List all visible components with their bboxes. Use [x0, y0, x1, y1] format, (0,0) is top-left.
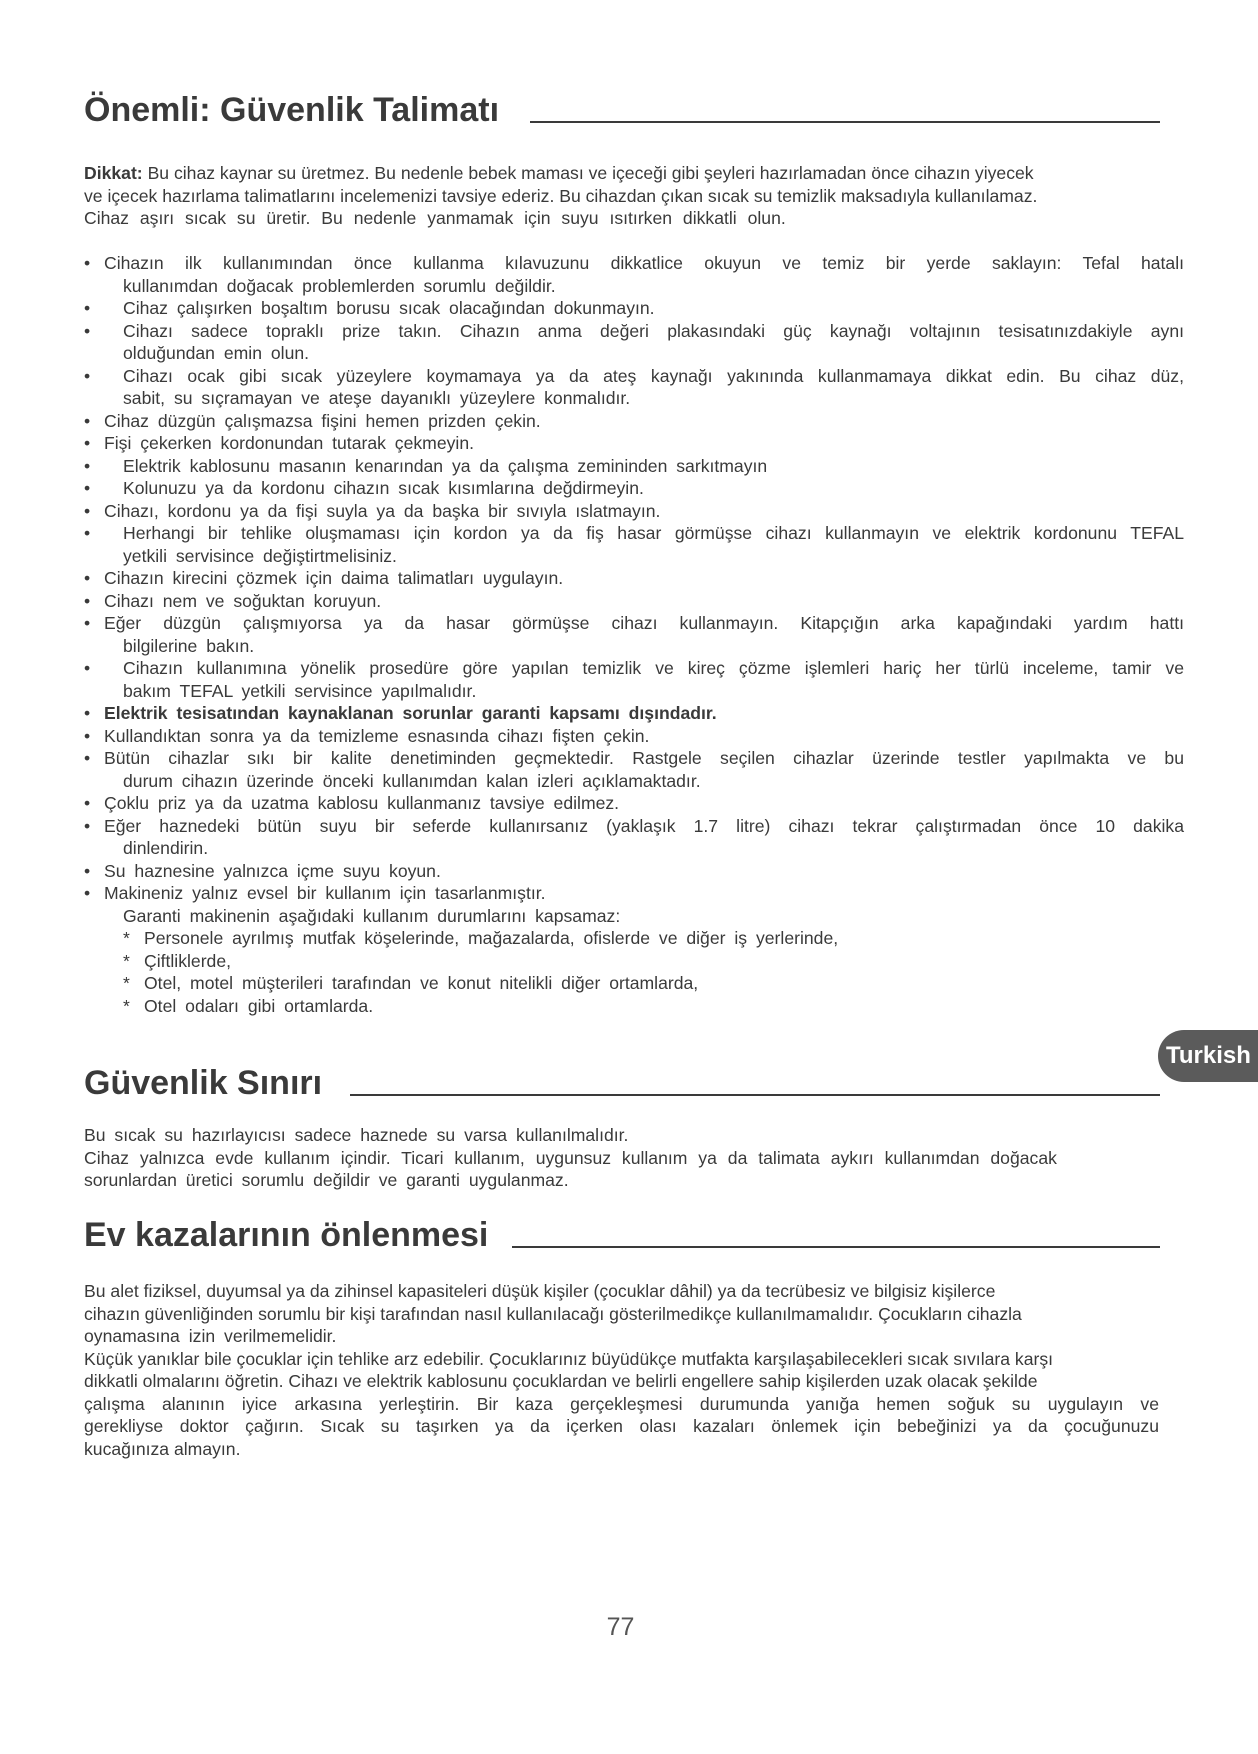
asterisk-marker: *	[123, 928, 130, 948]
heading-underline	[512, 1246, 1160, 1248]
bullet-marker: •	[84, 613, 91, 633]
bullet-marker: •	[84, 298, 91, 318]
safety-bullet-item	[84, 320, 1184, 365]
safety-bullet-item	[84, 522, 1184, 567]
prevention-line: gerekliyse doktor çağırın. Sıcak su taşırken ya da içerken olası kazaları önlemek için bebeğinizi ya da çocuğunuzu	[84, 1416, 1159, 1436]
bullet-text: Eğer haznedeki bütün suyu bir seferde kullanırsanız (yaklaşık 1.7 litre) cihazı tekrar çalıştırmadan önce 10 dakika	[104, 815, 1184, 836]
bullet-marker: •	[84, 860, 91, 881]
bullet-text: Cihaz düzgün çalışmazsa fişini hemen prizden çekin.	[104, 410, 541, 431]
prevention-line: Küçük yanıklar bile çocuklar için tehlike arz edebilir. Çocuklarınız büyüdükçe mutfakta karşılaşabilecekleri sıcak sıvılara karşı	[84, 1348, 1054, 1369]
bullet-text: Çoklu priz ya da uzatma kablosu kullanmanız tavsiye edilmez.	[104, 793, 620, 813]
prevention-line: cihazın güvenliğinden sorumlu bir kişi tarafından nasıl kullanılacağı gösterilmedikçe kullanılmamalıdır. Çocukların cihazla	[84, 1303, 1022, 1324]
bullet-text-continued: kullanımdan doğacak problemlerden sorumlu değildir.	[123, 275, 556, 296]
bullet-marker: •	[84, 883, 91, 903]
bullet-text: Cihazın kirecini çözmek için daima talimatları uygulayın.	[104, 568, 564, 588]
safety-bullet-item	[84, 815, 1184, 860]
bullet-marker: •	[84, 500, 91, 521]
bullet-marker: •	[84, 365, 91, 386]
bullet-text: Fişi çekerken kordonundan tutarak çekmeyin.	[104, 433, 475, 453]
bullet-marker: •	[84, 410, 91, 431]
safety-bullet-item	[84, 860, 1184, 883]
bullet-marker: •	[84, 590, 91, 611]
heading-underline	[530, 121, 1160, 123]
bullet-text-continued: sabit, su sıçramayan ve ateşe dayanıklı yüzeylere konmalıdır.	[123, 388, 631, 408]
exclusion-text: Personele ayrılmış mutfak köşelerinde, mağazalarda, ofislerde ve diğer iş yerlerinde,	[144, 928, 839, 948]
bullet-text: Cihazı sadece topraklı prize takın. Cihazın anma değeri plakasındaki güç kaynağı voltajının tesisatınızdakiyle aynı	[123, 320, 1184, 341]
safety-bullet-item	[84, 500, 1184, 523]
bullet-marker: •	[84, 658, 91, 678]
intro-line-1: Dikkat: Bu cihaz kaynar su üretmez. Bu nedenle bebek maması ve içeceği gibi şeyleri hazırlamadan önce cihazın yiyecek	[84, 163, 1034, 183]
safety-bullet-item	[84, 567, 1184, 590]
bullet-text: Herhangi bir tehlike oluşmaması için kordon ya da fiş hasar görmüşse cihazı kullanmayın ve elektrik kordonunu TEFAL	[123, 523, 1184, 543]
bullet-marker: •	[84, 478, 91, 498]
intro-paragraph	[84, 162, 1159, 230]
bullet-marker: •	[84, 568, 91, 588]
bullet-marker: •	[84, 253, 91, 273]
bullet-text-continued: bilgilerine bakın.	[123, 635, 255, 656]
safety-bullet-item	[84, 747, 1184, 792]
bullet-text: Makineniz yalnız evsel bir kullanım için tasarlanmıştır.	[104, 883, 546, 903]
asterisk-marker: *	[123, 973, 130, 993]
bullet-text: Kolunuzu ya da kordonu cihazın sıcak kısımlarına değdirmeyin.	[123, 478, 644, 498]
safety-bullet-item	[84, 477, 1184, 500]
bullet-text: Eğer düzgün çalışmıyorsa ya da hasar görmüşse cihazı kullanmayın. Kitapçığın arka kapağındaki yardım hattı	[104, 613, 1184, 633]
exclusion-item	[123, 972, 1184, 995]
bullet-text: Kullandıktan sonra ya da temizleme esnasında cihazı fişten çekin.	[104, 725, 650, 746]
bullet-marker: •	[84, 725, 91, 746]
prevention-line: çalışma alanının iyice arkasına yerleştirin. Bir kaza gerçekleşmesi durumunda yanığa hemen soğuk su uygulayın ve	[84, 1393, 1159, 1414]
exclusion-item	[123, 995, 1184, 1018]
safety-bullet-item	[84, 455, 1184, 478]
safety-bullet-item	[84, 252, 1184, 297]
bullet-text-continued: bakım TEFAL yetkili servisince yapılmalıdır.	[123, 680, 477, 701]
safety-limit-paragraph	[84, 1124, 1159, 1192]
bullet-text: Cihazı nem ve soğuktan koruyun.	[104, 590, 382, 611]
safety-bullet-item	[84, 725, 1184, 748]
bullet-text-continued: durum cihazın üzerinde önceki kullanımdan kalan izleri açıklamaktadır.	[123, 770, 701, 791]
safety-bullet-item	[84, 365, 1184, 410]
exclusion-item	[123, 927, 1184, 950]
safety-bullet-item	[84, 590, 1184, 613]
bullet-text: Elektrik tesisatından kaynaklanan sorunlar garanti kapsamı dışındadır.	[104, 703, 717, 723]
page-number: 77	[606, 1613, 635, 1641]
asterisk-marker: *	[123, 995, 130, 1016]
bullet-text: Cihazı ocak gibi sıcak yüzeylere koymamaya ya da ateş kaynağı yakınında kullanmamaya dikkat edin. Bu cihaz düz,	[123, 365, 1184, 386]
bullet-marker: •	[84, 703, 91, 723]
safety-bullet-item	[84, 410, 1184, 433]
bullet-text: Su haznesine yalnızca içme suyu koyun.	[104, 860, 441, 881]
bullet-text: Cihazın kullanımına yönelik prosedüre göre yapılan temizlik ve kireç çözme işlemleri hariç her türlü inceleme, tamir ve	[123, 658, 1184, 678]
bullet-marker: •	[84, 455, 91, 476]
bullet-text: Bütün cihazlar sıkı bir kalite denetiminden geçmektedir. Rastgele seçilen cihazlar üzerinde testler yapılmakta ve bu	[104, 748, 1184, 768]
exclusion-text: Çiftliklerde,	[144, 950, 232, 971]
bullet-text: Cihazın ilk kullanımından önce kullanma kılavuzunu dikkatlice okuyun ve temiz bir yerde saklayın: Tefal hatalı	[104, 253, 1184, 273]
prevention-line: oynamasına izin verilmemelidir.	[84, 1326, 337, 1346]
prevention-line: kucağınıza almayın.	[84, 1438, 241, 1459]
section-title-safety-limit: Güvenlik Sınırı	[84, 1064, 323, 1102]
language-tab: Turkish	[1158, 1030, 1258, 1082]
bullet-marker: •	[84, 433, 91, 453]
asterisk-marker: *	[123, 950, 130, 971]
bullet-text-continued: yetkili servisince değiştirtmelisiniz.	[123, 545, 397, 566]
safety-bullet-list	[84, 252, 1184, 1017]
safety-bullet-item	[84, 612, 1184, 657]
safety-bullet-item	[84, 792, 1184, 815]
bullet-text: Cihaz çalışırken boşaltım borusu sıcak olacağından dokunmayın.	[123, 298, 655, 318]
intro-line-2: ve içecek hazırlama talimatlarını incelemenizi tavsiye ederiz. Bu cihazdan çıkan sıcak su temizlik maksadıyla kullanılamaz.	[84, 185, 1038, 206]
garanti-exclusion-list	[84, 927, 1184, 1017]
bullet-marker: •	[84, 793, 91, 813]
bullet-marker: •	[84, 523, 91, 543]
exclusion-text: Otel, motel müşterileri tarafından ve konut nitelikli diğer ortamlarda,	[144, 973, 699, 993]
accident-prevention-paragraph	[84, 1280, 1159, 1460]
safety-bullet-item	[84, 702, 1184, 725]
prevention-line: Bu alet fiziksel, duyumsal ya da zihinsel kapasiteleri düşük kişiler (çocuklar dâhil) ya da tecrübesiz ve bilgisiz kişilerce	[84, 1281, 996, 1301]
bullet-text: Elektrik kablosunu masanın kenarından ya da çalışma zemininden sarkıtmayın	[123, 455, 768, 476]
section-title-accident-prevention: Ev kazalarının önlenmesi	[84, 1216, 489, 1254]
safety-limit-line-1: Bu sıcak su hazırlayıcısı sadece haznede su varsa kullanılmalıdır.	[84, 1125, 629, 1145]
safety-bullet-item	[84, 882, 1184, 927]
bullet-marker: •	[84, 815, 91, 836]
intro-label: Dikkat:	[84, 163, 143, 183]
bullet-marker: •	[84, 320, 91, 341]
bullet-marker: •	[84, 748, 91, 768]
exclusion-text: Otel odaları gibi ortamlarda.	[144, 995, 374, 1016]
section-title-safety-instructions: Önemli: Güvenlik Talimatı	[84, 91, 500, 129]
heading-underline	[350, 1094, 1160, 1096]
safety-bullet-item	[84, 297, 1184, 320]
bullet-text: Cihazı, kordonu ya da fişi suyla ya da başka bir sıvıyla ıslatmayın.	[104, 500, 661, 521]
safety-bullet-item	[84, 432, 1184, 455]
safety-limit-line-3: sorunlardan üretici sorumlu değildir ve garanti uygulanmaz.	[84, 1170, 569, 1190]
bullet-text-continued: Garanti makinenin aşağıdaki kullanım durumlarını kapsamaz:	[123, 905, 621, 926]
bullet-text-continued: dinlendirin.	[123, 838, 209, 858]
prevention-line: dikkatli olmalarını öğretin. Cihazı ve elektrik kablosunu çocuklardan ve belirli engellere sahip kişilerden uzak olacak şekilde	[84, 1371, 1038, 1391]
exclusion-item	[123, 950, 1184, 973]
intro-line-3: Cihaz aşırı sıcak su üretir. Bu nedenle yanmamak için suyu ısıtırken dikkatli olun.	[84, 208, 786, 228]
safety-bullet-item	[84, 657, 1184, 702]
safety-limit-line-2: Cihaz yalnızca evde kullanım içindir. Ticari kullanım, uygunsuz kullanım ya da talimata aykırı kullanımdan doğacak	[84, 1147, 1057, 1168]
bullet-text-continued: olduğundan emin olun.	[123, 343, 310, 363]
